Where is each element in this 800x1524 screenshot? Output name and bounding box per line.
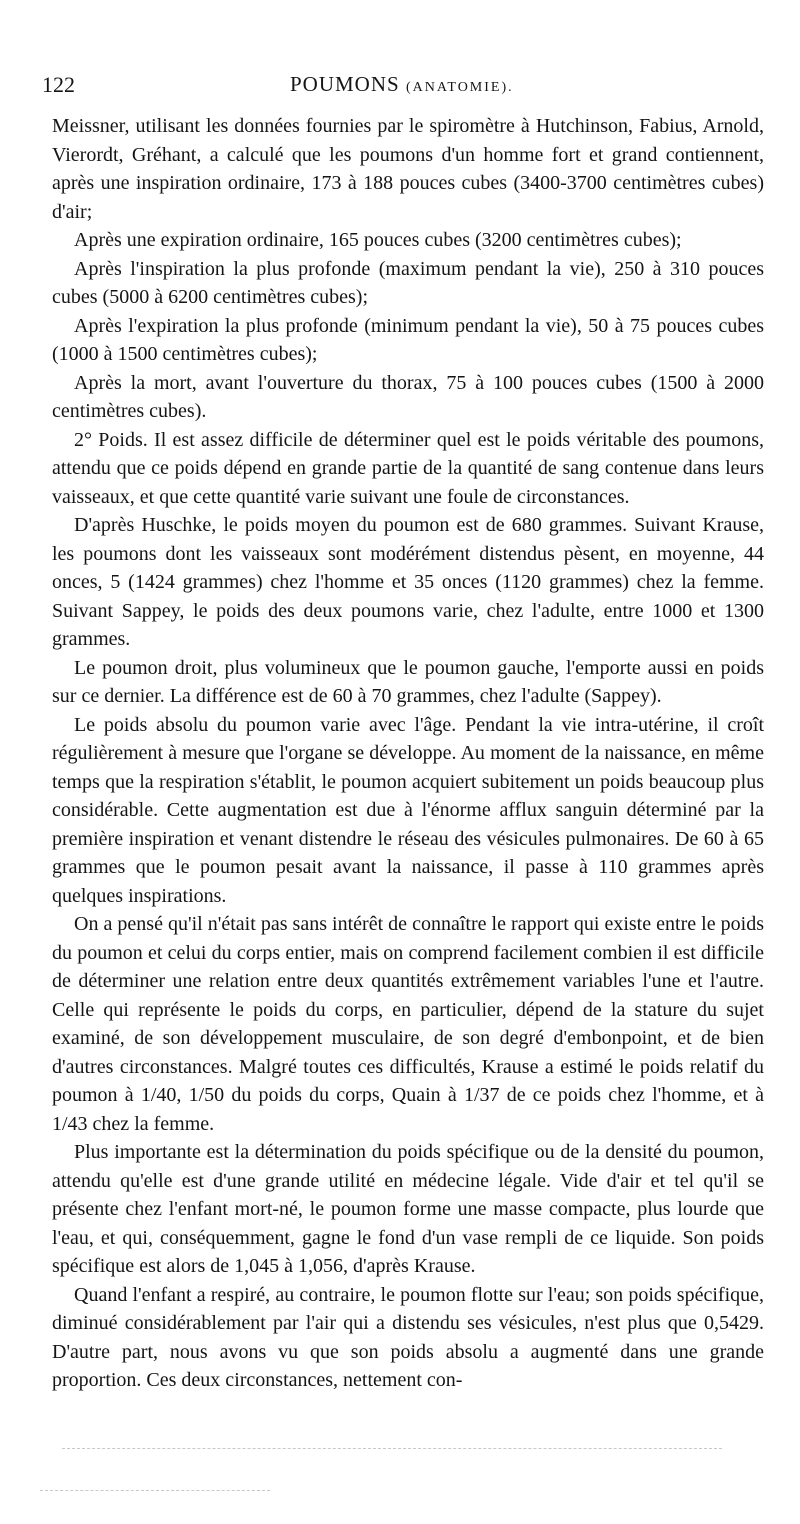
page-number: 122 (42, 72, 75, 97)
running-title (290, 72, 514, 97)
footer-bleed-line-short (40, 1490, 270, 1491)
paragraph-2: Après une expiration ordinaire, 165 pouces cubes (3200 centimètres cubes); (74, 229, 682, 251)
paragraph-11: Plus importante est la détermination du poids spécifique ou de la densité du poumon, attendu qu'elle est d'une grande utilité en médecine légale. Vide d'air et tel qu'il se présente chez l'enfant mort-né, le poumon forme une masse compacte, plus lourde que l'eau, et qui, conséquemment, gagne le fond d'un vase rempli de ce liquide. Son poids spécifique est alors de 1,045 à 1,056, d'après Krause. (52, 1141, 764, 1277)
paragraph-9: Le poids absolu du poumon varie avec l'âge. Pendant la vie intra-utérine, il croît régulièrement à mesure que l'organe se développe. Au moment de la naissance, en même temps que la respiration s'établit, le poumon acquiert subitement un poids beaucoup plus considérable. Cette augmentation est due à l'énorme afflux sanguin déterminé par la première inspiration et venant distendre le réseau des vésicules pulmonaires. De 60 à 65 grammes que le poumon pesait avant la naissance, il passe à 110 grammes après quelques inspirations. (52, 713, 764, 907)
paragraph-12: Quand l'enfant a respiré, au contraire, le poumon flotte sur l'eau; son poids spécifique, diminué considérablement par l'air qui a distendu ses vésicules, n'est plus que 0,5429. D'autre part, nous avons vu que son poids absolu a augmenté dans une grande proportion. Ces deux circonstances, nettement con- (52, 1283, 764, 1391)
paragraph-1: Meissner, utilisant les données fournies par le spiromètre à Hutchinson, Fabius, Arnold, Vierordt, Gréhant, a calculé que les poumons d'un homme fort et grand contiennent, après une inspiration ordinaire, 173 à 188 pouces cubes (3400-3700 centimètres cubes) d'air; (52, 115, 764, 223)
paragraph-3: Après l'inspiration la plus profonde (maximum pendant la vie), 250 à 310 pouces cubes (5000 à 6200 centimètres cubes); (52, 257, 764, 308)
page-header (0, 72, 800, 104)
paragraph-5: Après la mort, avant l'ouverture du thorax, 75 à 100 pouces cubes (1500 à 2000 centimètres cubes). (52, 371, 764, 422)
paragraph-8: Le poumon droit, plus volumineux que le poumon gauche, l'emporte aussi en poids sur ce dernier. La différence est de 60 à 70 grammes, chez l'adulte (Sappey). (52, 656, 764, 707)
body-text (52, 112, 764, 1395)
paragraph-6: 2° Poids. Il est assez difficile de déterminer quel est le poids véritable des poumons, attendu que ce poids dépend en grande partie de la quantité de sang contenue dans leurs vaisseaux, et que cette quantité varie suivant une foule de circonstances. (52, 428, 764, 508)
running-title-main: POUMONS (290, 72, 400, 96)
footer-bleed-line (62, 1448, 722, 1449)
paragraph-4: Après l'expiration la plus profonde (minimum pendant la vie), 50 à 75 pouces cubes (1000 à 1500 centimètres cubes); (52, 314, 764, 365)
paragraph-7: D'après Huschke, le poids moyen du poumon est de 680 grammes. Suivant Krause, les poumons dont les vaisseaux sont modérément distendus pèsent, en moyenne, 44 onces, 5 (1424 grammes) chez l'homme et 35 onces (1120 grammes) chez la femme. Suivant Sappey, le poids des deux poumons varie, chez l'adulte, entre 1000 et 1300 grammes. (52, 514, 764, 650)
running-title-subtitle: (ANATOMIE). (405, 80, 514, 95)
paragraph-10: On a pensé qu'il n'était pas sans intérêt de connaître le rapport qui existe entre le poids du poumon et celui du corps entier, mais on comprend facilement combien il est difficile de déterminer une relation entre deux quantités extrêmement variables l'une et l'autre. Celle qui représente le poids du corps, en particulier, dépend de la stature du sujet examiné, de son développement musculaire, de son degré d'embonpoint, et de bien d'autres circonstances. Malgré toutes ces difficultés, Krause a estimé le poids relatif du poumon à 1/40, 1/50 du poids du corps, Quain à 1/37 de ce poids chez l'homme, et à 1/43 chez la femme. (52, 913, 764, 1135)
